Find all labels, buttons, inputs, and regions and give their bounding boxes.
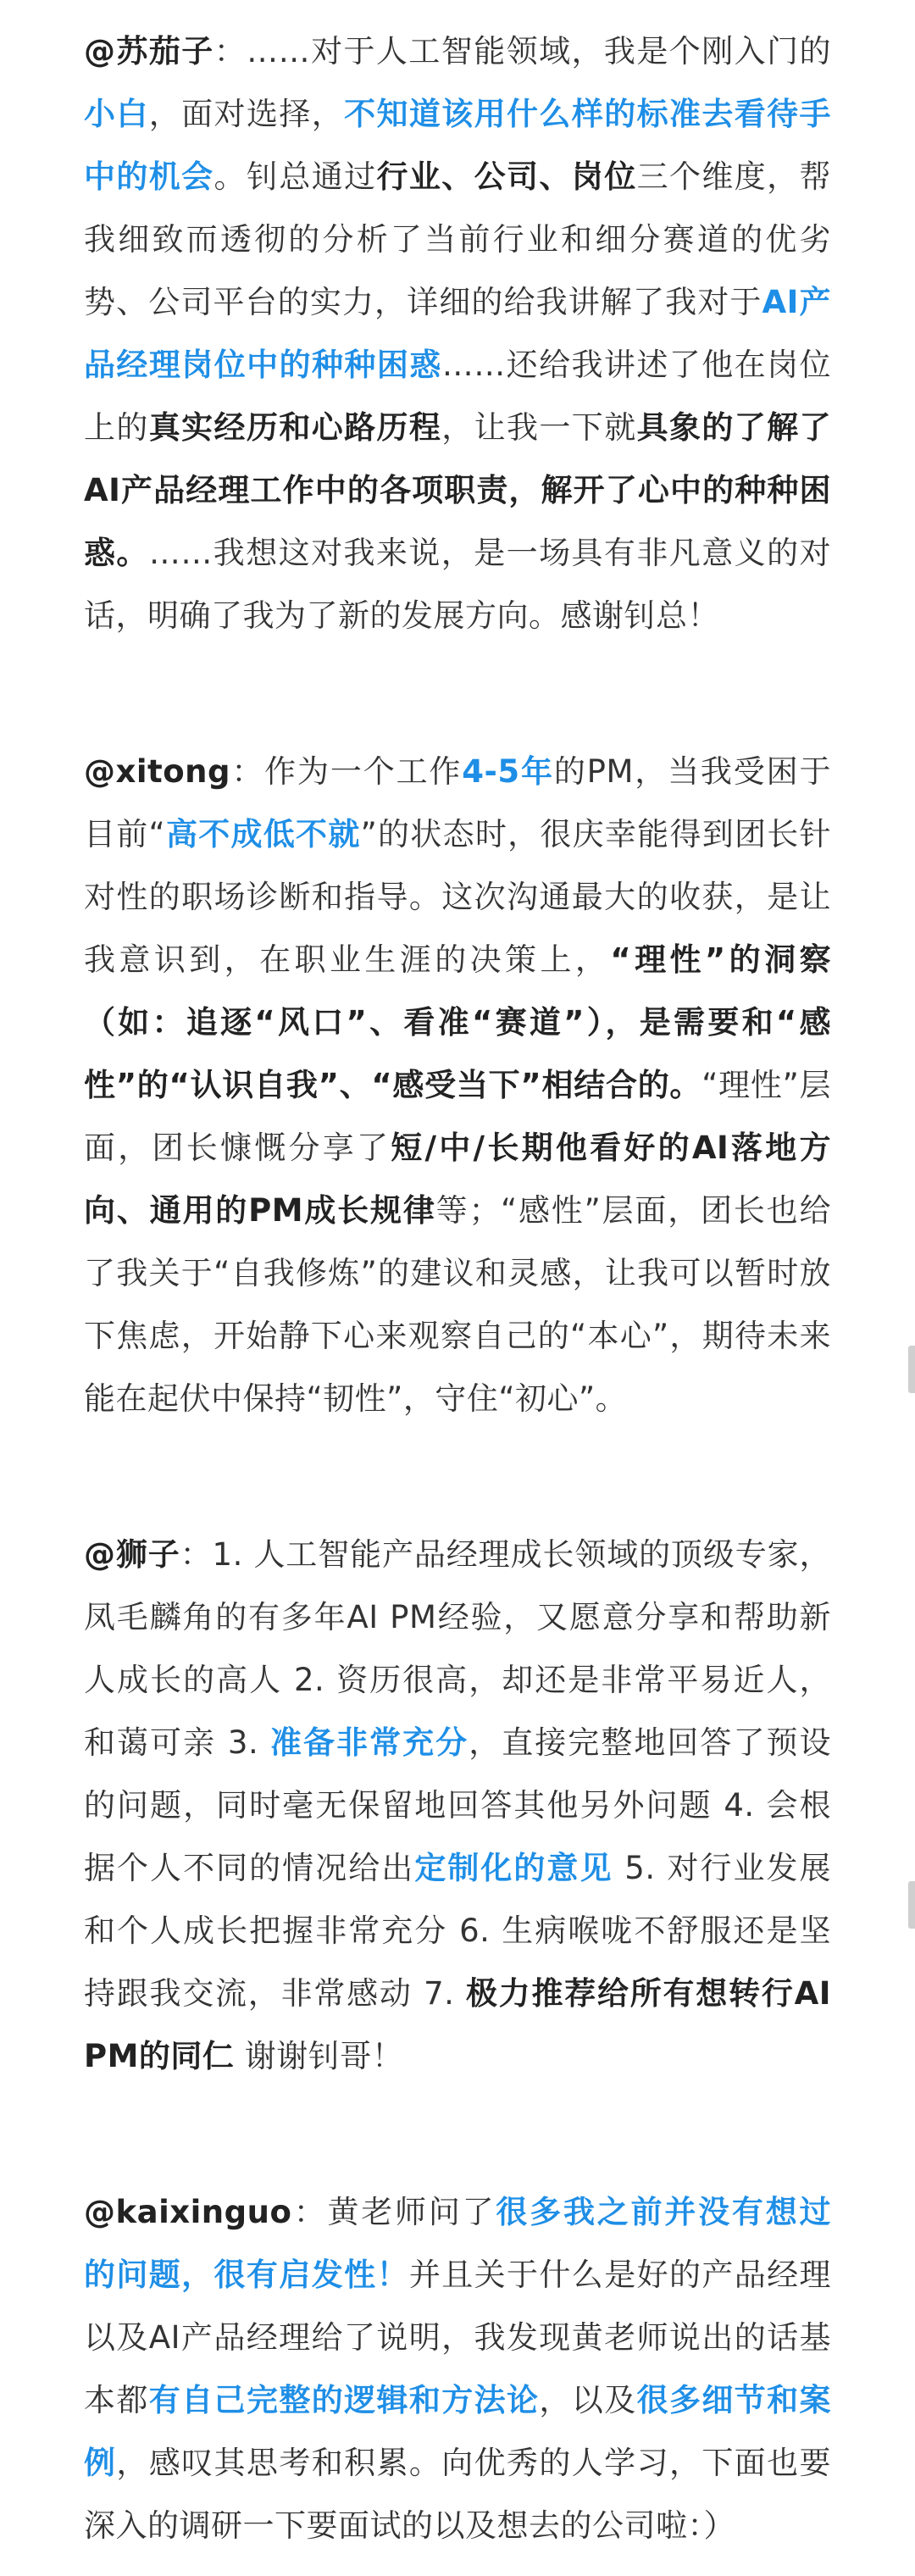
highlight-text: 小白 xyxy=(84,96,149,132)
comment-kaixinguo xyxy=(84,2181,831,2557)
plain-text: ：1. 人工智能产品经理成长领域的顶级专家，凤毛麟角的有多年AI PM经验，又愿意分享和帮助新人成长的高人 2. 资历很高，却还是非常平易近人，和蔼可亲 3. xyxy=(84,1536,832,1761)
bold-text: 真实经历和心路历程 xyxy=(148,409,442,446)
scroll-indicator[interactable] xyxy=(908,1881,915,1929)
plain-text: ……我想这对我来说，是一场具有非凡意义的对话，明确了我为了新的发展方向。感谢钊总！ xyxy=(84,535,832,634)
plain-text: 等；“感性”层面，团长也给了我关于“自我修炼”的建议和灵感，让我可以暂时放下焦虑，开始静下心来观察自己的“本心”，期待未来能在起伏中保持“韧性”，守住“初心”。 xyxy=(84,1192,831,1417)
scroll-indicator[interactable] xyxy=(908,1346,915,1393)
bold-text: 极力推荐给所有想转行AI PM的同仁 xyxy=(84,1975,831,2074)
plain-text: “理性”层面，团长慷慨分享了 xyxy=(84,1067,831,1166)
comment-shizi xyxy=(84,1524,831,2088)
plain-text: 三个维度，帮我细致而透彻的分析了当前行业和细分赛道的优劣势、公司平台的实力，详细的给我讲解了我对于 xyxy=(84,158,832,320)
bold-text: 具象的了解了AI产品经理工作中的各项职责，解开了心中的种种困惑。 xyxy=(84,409,832,571)
plain-text: 谢谢钊哥！ xyxy=(234,2038,404,2074)
commenter-handle: @苏茄子 xyxy=(84,33,214,69)
comment-suqiezi xyxy=(84,20,831,647)
plain-text: ：……对于人工智能领域，我是个刚入门的 xyxy=(214,33,832,69)
highlight-text: 高不成低不就 xyxy=(165,816,361,852)
plain-text: ：作为一个工作 xyxy=(230,753,463,790)
article-body xyxy=(84,20,831,2557)
commenter-handle: @kaixinguo xyxy=(84,2194,292,2230)
plain-text: ，以及 xyxy=(539,2382,637,2418)
plain-text: ：黄老师问了 xyxy=(291,2194,496,2230)
plain-text: ，直接完整地回答了预设的问题，同时毫无保留地回答其他另外问题 4. 会根据个人不同的情况给出 xyxy=(84,1724,832,1886)
bold-text: 行业、公司、岗位 xyxy=(376,158,637,195)
plain-text: 并且关于什么是好的产品经理以及AI产品经理给了说明，我发现黄老师说出的话基本都 xyxy=(84,2257,832,2418)
commenter-handle: @狮子 xyxy=(84,1536,180,1573)
plain-text: ”的状态时，很庆幸能得到团长针对性的职场诊断和指导。这次沟通最大的收获，是让我意识到，在职业生涯的决策上， xyxy=(84,816,832,978)
bold-text: 短/中/长期他看好的AI落地方向、通用的PM成长规律 xyxy=(84,1130,831,1229)
plain-text: ……还给我讲述了他在岗位上的 xyxy=(84,347,832,446)
plain-text: ，面对选择， xyxy=(148,96,345,132)
plain-text: 5. 对行业发展和个人成长把握非常充分 6. 生病喉咙不舒服还是坚持跟我交流，非常感动 7. xyxy=(84,1850,832,2012)
highlight-text: 准备非常充分 xyxy=(270,1724,469,1761)
commenter-handle: @xitong xyxy=(84,753,230,790)
highlight-text: 很多我之前并没有想过的问题，很有启发性！ xyxy=(84,2194,832,2293)
highlight-text: 定制化的意见 xyxy=(414,1850,613,1886)
highlight-text: 4-5年 xyxy=(462,753,554,790)
highlight-text: 有自己完整的逻辑和方法论 xyxy=(148,2382,540,2418)
plain-text: ，感叹其思考和积累。向优秀的人学习，下面也要深入的调研一下要面试的以及想去的公司啦：） xyxy=(84,2445,832,2544)
plain-text: ，让我一下就 xyxy=(441,409,637,446)
highlight-text: 很多细节和案例 xyxy=(84,2382,832,2481)
highlight-text: 不知道该用什么样的标准去看待手中的机会 xyxy=(84,96,832,195)
highlight-text: AI产品经理岗位中的种种困惑 xyxy=(84,284,832,383)
plain-text: 的PM，当我受困于目前“ xyxy=(84,753,831,852)
plain-text: 。钊总通过 xyxy=(214,158,377,195)
comment-xitong xyxy=(84,741,831,1430)
bold-text: “理性”的洞察（如：追逐“风口”、看准“赛道”），是需要和“感性”的“认识自我”、“感受当下”相结合的。 xyxy=(84,941,831,1103)
